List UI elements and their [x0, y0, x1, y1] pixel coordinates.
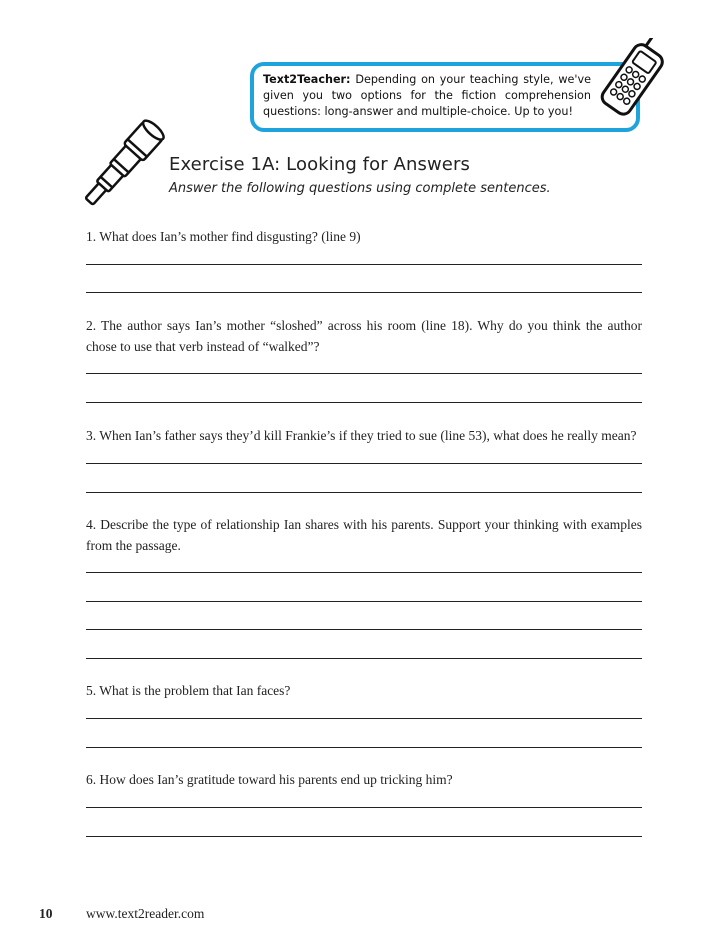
teacher-note — [263, 72, 591, 120]
answer-line[interactable] — [86, 264, 642, 265]
exercise-title: Exercise 1A: Looking for Answers — [169, 154, 470, 175]
answer-line[interactable] — [86, 373, 642, 374]
answer-line[interactable] — [86, 658, 642, 659]
question-2: 2. The author says Ian’s mother “sloshed” across his room (line 18). Why do you think the author chose to use that verb instead of “walked”? — [86, 318, 642, 354]
answer-line[interactable] — [86, 292, 642, 293]
question-1: 1. What does Ian’s mother find disgusting? (line 9) — [86, 229, 361, 244]
answer-line[interactable] — [86, 601, 642, 602]
question-4: 4. Describe the type of relationship Ian shares with his parents. Support your thinking with examples from the passage. — [86, 517, 642, 553]
exercise-instruction: Answer the following questions using complete sentences. — [169, 181, 551, 196]
website-url[interactable]: www.text2reader.com — [86, 906, 205, 921]
teacher-note-label: Text2Teacher: — [263, 73, 351, 86]
answer-line[interactable] — [86, 402, 642, 403]
answer-line[interactable] — [86, 836, 642, 837]
question-3: 3. When Ian’s father says they’d kill Frankie’s if they tried to sue (line 53), what does he really mean? — [86, 428, 637, 443]
teacher-note-text: Depending on your teaching style, we've given you two options for the fiction comprehension questions: long-answer and multiple-choice. Up to you! — [263, 73, 591, 118]
answer-line[interactable] — [86, 463, 642, 464]
answer-line[interactable] — [86, 492, 642, 493]
answer-line[interactable] — [86, 807, 642, 808]
answer-line[interactable] — [86, 629, 642, 630]
telescope-icon — [80, 110, 172, 214]
answer-line[interactable] — [86, 747, 642, 748]
question-5: 5. What is the problem that Ian faces? — [86, 683, 291, 698]
answer-line[interactable] — [86, 718, 642, 719]
question-6: 6. How does Ian’s gratitude toward his parents end up tricking him? — [86, 772, 453, 787]
cell-phone-icon — [592, 38, 674, 118]
page-number: 10 — [39, 906, 53, 921]
answer-line[interactable] — [86, 572, 642, 573]
